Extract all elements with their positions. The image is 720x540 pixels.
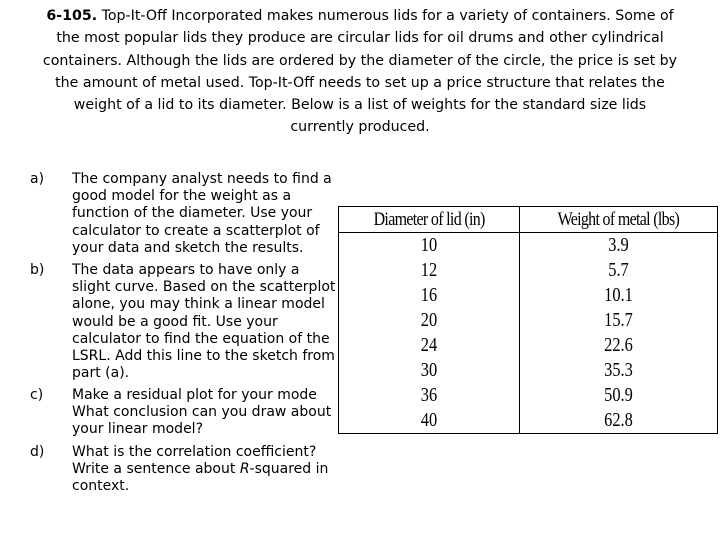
question-text-b: The data appears to have only a slight curve. Based on the scatterplot alone, you may think a linear model would be a good fit. Use your calculator to find the equation of the LSRL. Add this line to the sketch from part (a). [72,262,336,382]
weight-cell [520,258,718,283]
cell-value: 10.1 [604,284,633,306]
cell-value: 16 [420,284,438,306]
column-header-weight [520,207,718,233]
cell-value: 20 [420,309,438,331]
table-row [339,308,718,333]
weight-cell [520,308,718,333]
column-header-diameter [339,207,520,233]
diameter-cell [339,383,520,408]
question-letter-a: a) [30,171,45,187]
diameter-cell [339,358,520,383]
table-row [339,233,718,259]
question-letter-d: d) [30,444,45,460]
cell-value: 3.9 [608,234,629,256]
cell-value: 35.3 [604,359,633,381]
cell-value: 22.6 [604,334,633,356]
weight-cell [520,358,718,383]
diameter-cell [339,333,520,358]
weight-cell [520,283,718,308]
question-text-c: Make a residual plot for your mode What conclusion can you draw about your linear model? [72,387,332,438]
question-text-d-part2: -squared in context. [72,461,329,495]
diameter-cell [339,283,520,308]
problem-number: 6-105. [46,8,98,24]
cell-value: 40 [420,409,438,431]
cell-value: 36 [420,384,438,406]
question-letter-c: c) [30,387,44,403]
cell-value: 30 [420,359,438,381]
table-row [339,258,718,283]
weight-cell [520,383,718,408]
cell-value: 24 [420,334,438,356]
weight-cell [520,233,718,259]
lid-weight-table [338,206,718,434]
question-text-a: The company analyst needs to find a good model for the weight as a function of the diameter. Use your calculator to create a scatterplot of your data and sketch the results. [72,171,332,256]
cell-value: 5.7 [608,259,629,281]
diameter-cell [339,408,520,434]
weight-cell [520,408,718,434]
r-squared-symbol: R [239,461,250,478]
diameter-cell [339,258,520,283]
table-row [339,283,718,308]
cell-value: 62.8 [604,409,633,431]
diameter-cell [339,233,520,259]
cell-value: 12 [420,259,438,281]
cell-value: 50.9 [604,384,633,406]
weight-cell [520,333,718,358]
header-label: Weight of metal (lbs) [557,208,680,230]
cell-value: 10 [420,234,438,256]
question-text-d-part1: What is the correlation coefficient? Write a sentence about [72,444,317,478]
cell-value: 15.7 [604,309,633,331]
table-row [339,383,718,408]
table-row [339,333,718,358]
header-label: Diameter of lid (in) [373,208,485,230]
problem-intro [40,5,680,139]
table-header-row [339,207,718,233]
question-letter-b: b) [30,262,45,278]
diameter-cell [339,308,520,333]
question-text-d [72,444,337,496]
problem-statement: Top-It-Off Incorporated makes numerous lids for a variety of containers. Some of the most popular lids they produce are circular lids for oil drums and other cylindrical containers. Although the lids are ordered by the diameter of the circle, the price is set by the amount of metal used. Top-It-Off needs to set up a price structure that relates the weight of a lid to its diameter. Below is a list of weights for the standard size lids currently produced. [42,8,678,136]
table-row [339,408,718,434]
table-row [339,358,718,383]
